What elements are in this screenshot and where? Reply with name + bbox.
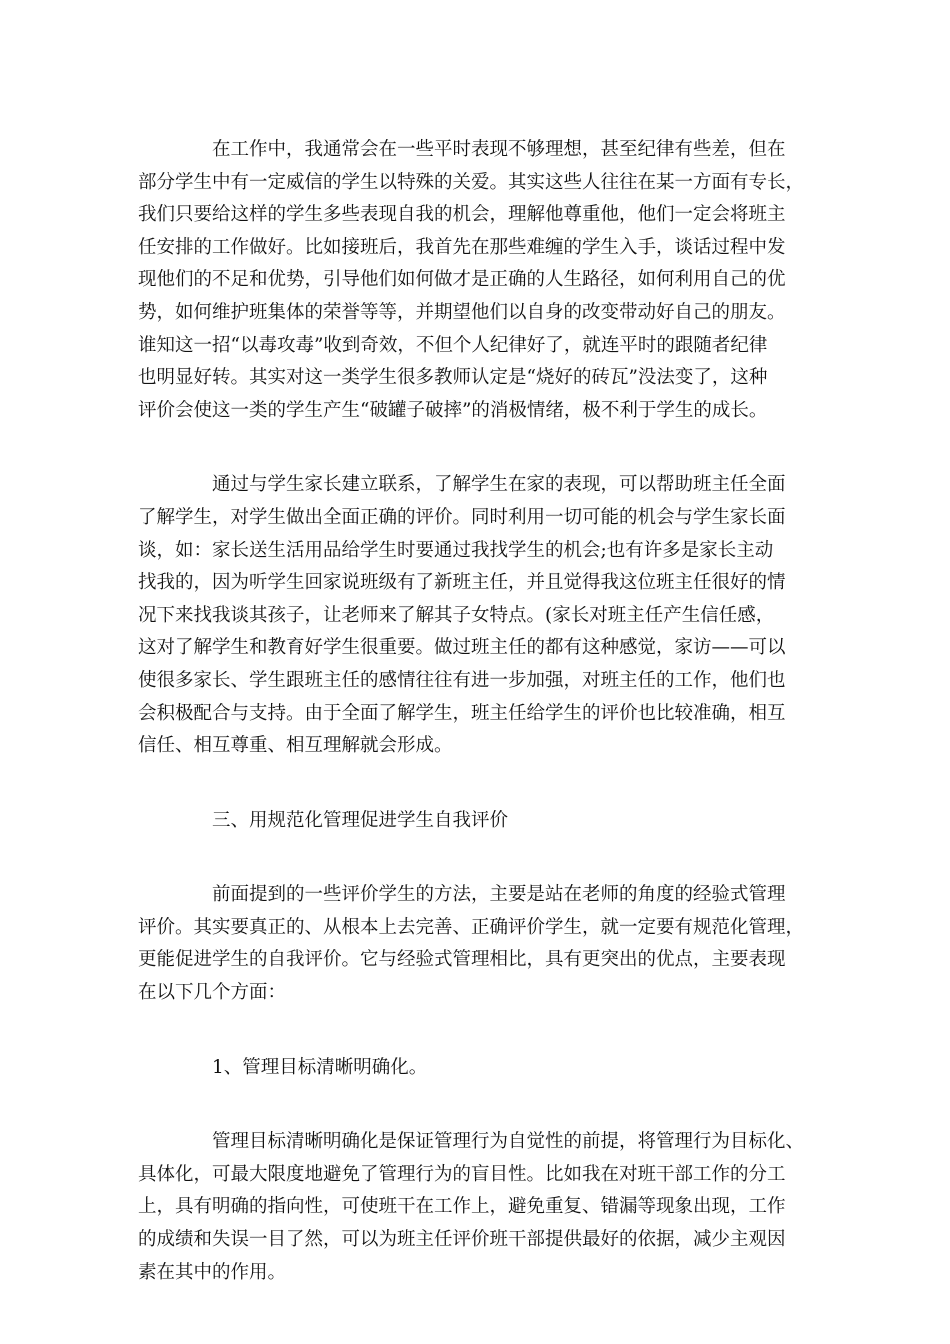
paragraph-line: 前面提到的一些评价学生的方法，主要是站在老师的角度的经验式管理: [212, 884, 786, 906]
paragraph-line: 信任、相互尊重、相互理解就会形成。: [138, 735, 453, 757]
subheading-1: [138, 1052, 818, 1085]
section-heading-3: [138, 805, 818, 838]
paragraph-line: 任安排的工作做好。比如接班后，我首先在那些难缠的学生入手，谈话过程中发: [138, 236, 786, 258]
paragraph-line: 在以下几个方面：: [138, 982, 287, 1004]
paragraph-line: 势，如何维护班集体的荣誉等等，并期望他们以自身的改变带动好自己的朋友。: [138, 301, 786, 323]
subheading: 1、管理目标清晰明确化。: [212, 1056, 428, 1078]
paragraph-line: 更能促进学生的自我评价。它与经验式管理相比，具有更突出的优点，主要表现: [138, 949, 786, 971]
paragraph-line: 评价会使这一类的学生产生“破罐子破摔”的消极情绪，极不利于学生的成长。: [138, 399, 768, 421]
paragraph-line: 的成绩和失误一目了然，可以为班主任评价班干部提供最好的依据，减少主观因: [138, 1229, 786, 1251]
paragraph-line: 会积极配合与支持。由于全面了解学生，班主任给学生的评价也比较准确，相互: [138, 702, 786, 724]
paragraph-line: 也明显好转。其实对这一类学生很多教师认定是“烧好的砖瓦”没法变了，这种: [138, 367, 768, 389]
paragraph-line: 上，具有明确的指向性，可使班干在工作上，避免重复、错漏等现象出现，工作: [138, 1196, 786, 1218]
paragraph-spacer: [138, 1084, 818, 1126]
paragraph-line: 了解学生，对学生做出全面正确的评价。同时利用一切可能的机会与学生家长面: [138, 506, 786, 528]
paragraph-spacer: [138, 837, 818, 879]
paragraph-line: 我们只要给这样的学生多些表现自我的机会，理解他尊重他，他们一定会将班主: [138, 204, 786, 226]
paragraph-line: 找我的，因为听学生回家说班级有了新班主任，并且觉得我这位班主任很好的情: [138, 572, 786, 594]
paragraph-line: 素在其中的作用。: [138, 1261, 287, 1283]
paragraph-line: 现他们的不足和优势，引导他们如何做才是正确的人生路径，如何利用自己的优: [138, 269, 786, 291]
paragraph-2: [138, 469, 818, 762]
paragraph-line: 况下来找我谈其孩子，让老师来了解其子女特点。(家长对班主任产生信任感，: [138, 604, 775, 626]
paragraph-line: 评价。其实要真正的、从根本上去完善、正确评价学生，就一定要有规范化管理，: [138, 916, 805, 938]
paragraph-spacer: [138, 1010, 818, 1052]
paragraph-line: 部分学生中有一定威信的学生以特殊的关爱。其实这些人往往在某一方面有专长，: [138, 171, 805, 193]
paragraph-line: 使很多家长、学生跟班主任的感情往往有进一步加强，对班主任的工作，他们也: [138, 669, 786, 691]
paragraph-spacer: [138, 427, 818, 469]
paragraph-4: [138, 1126, 818, 1289]
paragraph-line: 在工作中，我通常会在一些平时表现不够理想，甚至纪律有些差，但在: [212, 139, 786, 160]
paragraph-spacer: [138, 763, 818, 805]
document-body: [138, 134, 818, 1289]
paragraph-line: 谈，如：家长送生活用品给学生时要通过我找学生的机会;也有许多是家长主动: [138, 539, 774, 561]
paragraph-line: 管理目标清晰明确化是保证管理行为自觉性的前提，将管理行为目标化、: [212, 1131, 805, 1153]
paragraph-line: 通过与学生家长建立联系，了解学生在家的表现，可以帮助班主任全面: [212, 474, 786, 496]
paragraph-line: 这对了解学生和教育好学生很重要。做过班主任的都有这种感觉，家访——可以: [138, 637, 786, 659]
paragraph-line: 具体化，可最大限度地避免了管理行为的盲目性。比如我在对班干部工作的分工: [138, 1163, 786, 1185]
paragraph-line: 谁知这一招“以毒攻毒”收到奇效，不但个人纪律好了，就连平时的跟随者纪律: [138, 334, 768, 356]
paragraph-1: [138, 134, 818, 427]
paragraph-3: [138, 879, 818, 1009]
section-heading: 三、用规范化管理促进学生自我评价: [212, 809, 509, 831]
